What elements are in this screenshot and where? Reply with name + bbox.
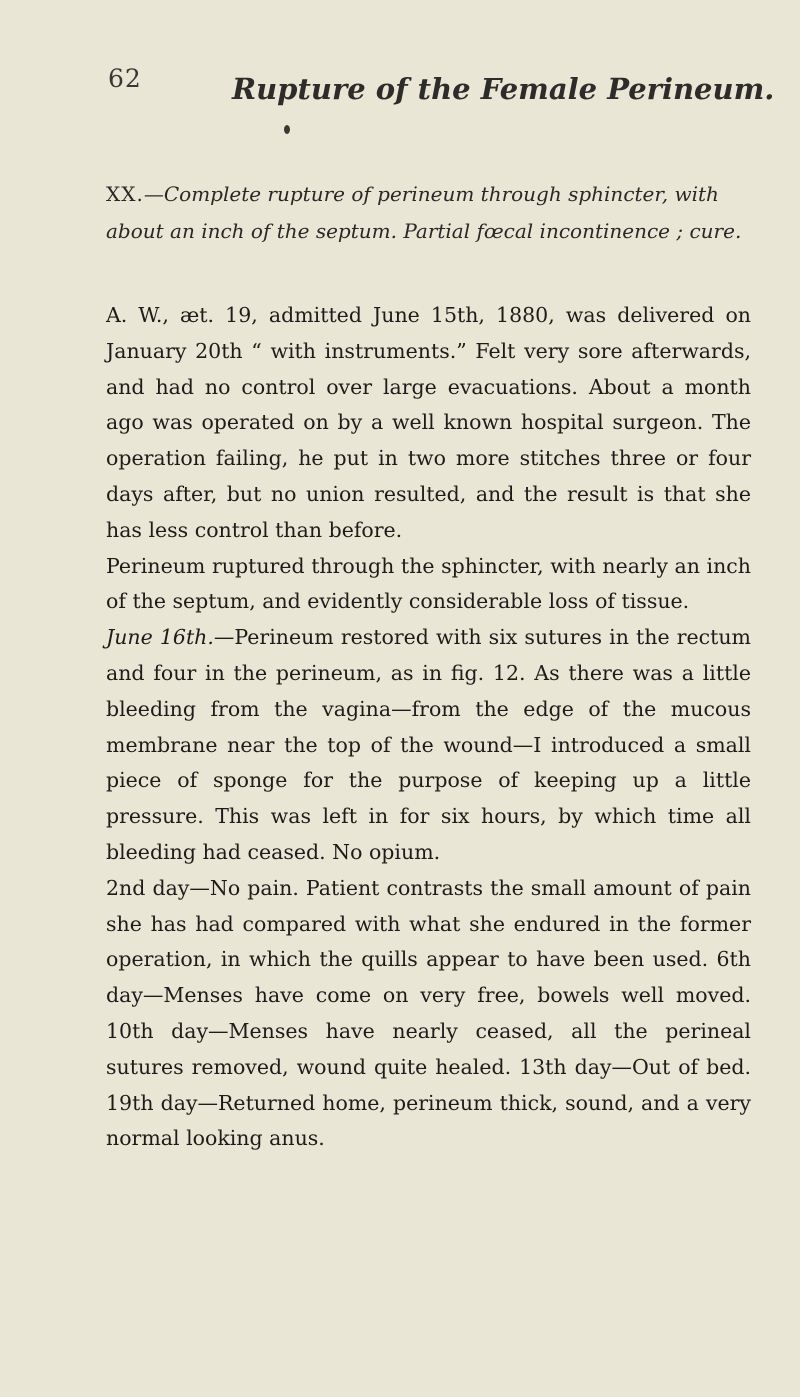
date-label: June 16th. xyxy=(106,625,214,650)
paragraph-findings: Perineum ruptured through the sphincter, with nearly an inch of the septum, and evidently considerable loss of tissue. xyxy=(106,553,751,614)
case-number: XX. xyxy=(106,182,144,206)
ink-dot xyxy=(284,125,290,134)
page-number: 62 xyxy=(108,64,142,93)
case-body xyxy=(106,298,751,1157)
running-head: Rupture of the Female Perineum. xyxy=(232,72,775,106)
paragraph-history: A. W., æt. 19, admitted June 15th, 1880, was delivered on January 20th “ with instruments.” Felt very sore afterwards, and had no control over large evacuations. About a month ago was operated on by a well known hospital surgeon. The operation failing, he put in two more stitches three or four days after, but no union resulted, and the result is that she has less control than before. xyxy=(106,303,751,542)
paragraph-operation xyxy=(106,620,751,871)
case-title: —Complete rupture of perineum through sphincter, with about an inch of the septum. Partial fœcal incontinence ; cure. xyxy=(106,182,742,243)
case-heading xyxy=(106,176,746,250)
paragraph-operation-text: —Perineum restored with six sutures in the rectum and four in the perineum, as in fig. 12. As there was a little bleeding from the vagina—from the edge of the mucous membrane near the top of the wound—I introduced a small piece of sponge for the purpose of keeping up a little pressure. This was left in for six hours, by which time all bleeding had ceased. No opium. xyxy=(106,625,751,864)
paragraph-progress: 2nd day—No pain. Patient contrasts the small amount of pain she has had compared with what she endured in the former operation, in which the quills appear to have been used. 6th day—Menses have come on very free, bowels well moved. 10th day—Menses have nearly ceased, all the perineal sutures removed, wound quite healed. 13th day—Out of bed. 19th day—Returned home, perineum thick, sound, and a very normal looking anus. xyxy=(106,875,751,1151)
